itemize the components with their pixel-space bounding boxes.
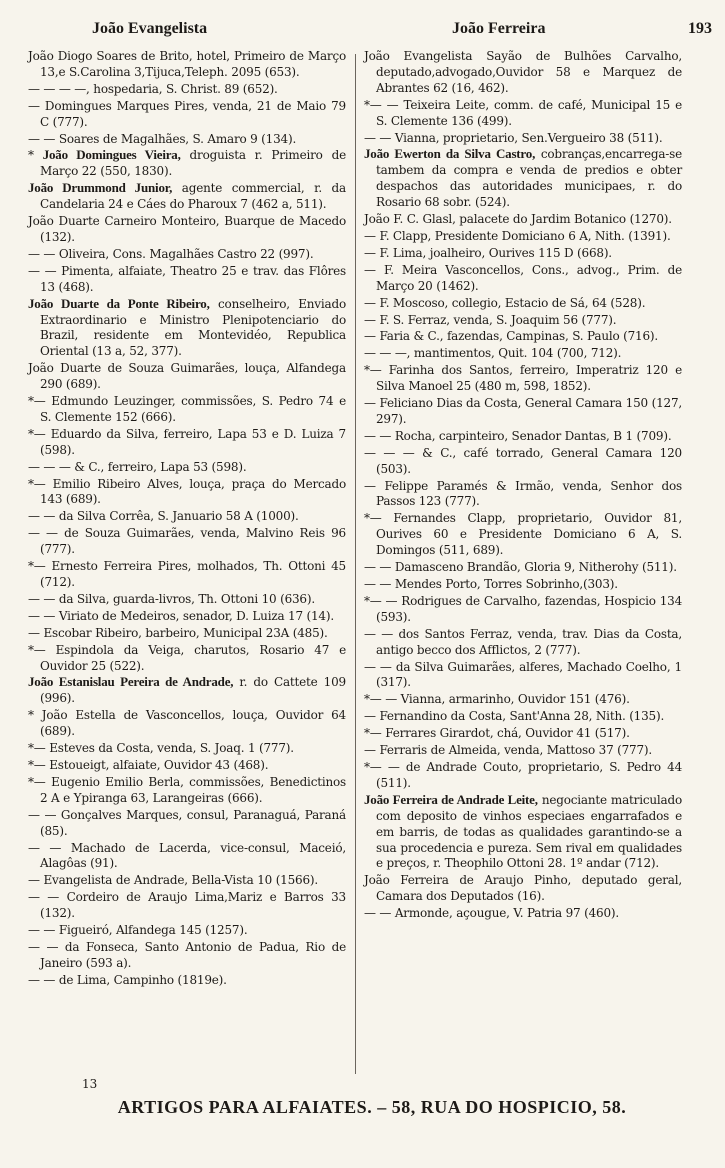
entry-text: F. S. Ferraz, venda, S. Joaquim 56 (777). xyxy=(379,312,617,327)
entry-text: Domingues Marques Pires, venda, 21 de Maio 79 C (777). xyxy=(40,98,346,129)
entry-ditto-mark: — — xyxy=(364,659,392,674)
right-column xyxy=(364,48,682,922)
directory-entry xyxy=(28,246,346,263)
entry-ditto-mark: — xyxy=(364,743,376,758)
entry-ditto-mark: *— — xyxy=(364,759,400,774)
entry-ditto-mark: — — xyxy=(28,526,58,541)
entry-ditto-mark: — xyxy=(28,873,40,888)
entry-text: & C., ferreiro, Lapa 53 (598). xyxy=(74,459,247,474)
directory-entry xyxy=(364,445,682,478)
entry-text: de Souza Guimarães, venda, Malvino Reis 96 (777). xyxy=(40,526,346,557)
directory-entry xyxy=(28,740,346,757)
entry-text: F. Lima, joalheiro, Ourives 115 D (668). xyxy=(379,245,612,260)
column-divider xyxy=(355,54,356,1074)
entry-text: Machado de Lacerda, vice-consul, Maceió, Alagôas (91). xyxy=(40,840,346,871)
entry-ditto-mark: — — xyxy=(28,939,59,954)
entry-ditto-mark: *— — xyxy=(364,593,398,608)
directory-entry xyxy=(364,428,682,445)
entry-text: Viriato de Medeiros, senador, D. Luiza 17 (14). xyxy=(58,608,334,623)
entry-ditto-mark: — xyxy=(364,478,376,493)
entry-ditto-mark: — xyxy=(28,98,40,113)
directory-entry xyxy=(28,558,346,591)
entry-ditto-mark: — — xyxy=(28,807,57,822)
directory-entry xyxy=(364,659,682,692)
entry-ditto-mark: *— xyxy=(28,394,46,409)
directory-entry xyxy=(364,510,682,559)
entry-text: Oliveira, Cons. Magalhães Castro 22 (997). xyxy=(58,246,314,261)
directory-entry xyxy=(28,807,346,840)
entry-text: Figueiró, Alfandega 145 (1257). xyxy=(58,923,248,938)
entry-text: Felippe Paramés & Irmão, venda, Senhor dos Passos 123 (777). xyxy=(376,478,682,509)
directory-entry xyxy=(28,131,346,148)
directory-entry xyxy=(364,211,682,228)
directory-entry xyxy=(28,591,346,608)
entry-text: Teixeira Leite, comm. de café, Municipal 15 e S. Clemente 136 (499). xyxy=(376,97,683,128)
entry-ditto-mark: * xyxy=(28,708,34,723)
entry-ditto-mark: — — xyxy=(28,890,60,905)
entry-ditto-mark: — xyxy=(364,228,376,243)
entry-text: Vianna, proprietario, Sen.Vergueiro 38 (511). xyxy=(394,130,663,145)
entry-text: João Estella de Vasconcellos, louça, Ouvidor 64 (689). xyxy=(40,708,346,739)
entry-ditto-mark: *— xyxy=(28,774,46,789)
directory-entry xyxy=(28,98,346,131)
entry-text: Fernandes Clapp, proprietario, Ouvidor 81, Ourives 60 e Presidente Domiciano 6 A, S. Domingos (511, 689). xyxy=(376,511,682,558)
directory-entry xyxy=(28,972,346,989)
directory-entry xyxy=(364,872,682,905)
entry-text: r. do Cattete 109 (996). xyxy=(40,675,346,706)
directory-entry xyxy=(28,922,346,939)
advertisement-footer: ARTIGOS PARA ALFAIATES. – 58, RUA DO HOSPICIO, 58. xyxy=(117,1097,627,1117)
directory-entry xyxy=(28,213,346,246)
entry-ditto-mark: *— xyxy=(28,426,46,441)
directory-entry xyxy=(28,939,346,972)
entry-text: de Lima, Campinho (1819e). xyxy=(58,972,227,987)
entry-text: F. Moscoso, collegio, Estacio de Sá, 64 (528). xyxy=(379,295,646,310)
entry-bold-name: João Domingues Vieira, xyxy=(42,147,181,163)
directory-entry xyxy=(364,245,682,262)
directory-entry xyxy=(28,625,346,642)
entry-ditto-mark: — xyxy=(364,396,376,411)
directory-entry xyxy=(28,360,346,393)
page-header xyxy=(32,20,712,44)
entry-ditto-mark: — xyxy=(364,262,376,277)
entry-text: F. Meira Vasconcellos, Cons., advog., Prim. de Março 20 (1462). xyxy=(376,262,682,293)
entry-ditto-mark: — xyxy=(364,312,376,327)
entry-ditto-mark: — xyxy=(364,295,376,310)
directory-entry xyxy=(28,872,346,889)
directory-entry xyxy=(28,476,346,509)
entry-ditto-mark: *— xyxy=(364,363,382,378)
directory-entry xyxy=(28,774,346,807)
entry-ditto-mark: — — —, xyxy=(364,346,411,361)
entry-text: Ferrares Girardot, chá, Ouvidor 41 (517). xyxy=(385,726,630,741)
entry-ditto-mark: *— xyxy=(28,757,46,772)
directory-entry xyxy=(364,742,682,759)
entry-text: Edmundo Leuzinger, commissões, S. Pedro 74 e S. Clemente 152 (666). xyxy=(40,394,346,424)
directory-entry xyxy=(364,130,682,147)
entry-ditto-mark: — — xyxy=(28,923,56,938)
entry-bold-name: João Estanislau Pereira de Andrade, xyxy=(28,674,234,690)
directory-entry xyxy=(364,295,682,312)
entry-ditto-mark: *— xyxy=(364,726,382,741)
entry-ditto-mark: — — xyxy=(364,577,392,591)
directory-entry xyxy=(28,180,346,213)
directory-entry xyxy=(28,459,346,476)
entry-ditto-mark: — — xyxy=(364,626,394,641)
entry-text: Espindola da Veiga, charutos, Rosario 47 e Ouvidor 25 (522). xyxy=(40,642,346,673)
entry-ditto-mark: — xyxy=(364,245,376,260)
entry-text: negociante matriculado com deposito de vinhos especiaes engarrafados e em barris, de todas as qualidades garantindo-se a sua procedencia e pureza. Sem rival em qualidades e preços, r. Theophilo Ottoni 28. 1º andar (712). xyxy=(376,792,682,871)
directory-entry xyxy=(364,146,682,211)
entry-text: Rodrigues de Carvalho, fazendas, Hospicio 134 (593). xyxy=(376,593,683,624)
entry-text: da Silva Guimarães, alferes, Machado Coelho, 1 (317). xyxy=(376,659,682,690)
entry-text: de Andrade Couto, proprietario, S. Pedro 44 (511). xyxy=(376,759,683,790)
directory-entry xyxy=(364,328,682,345)
entry-ditto-mark: — — xyxy=(28,509,56,524)
entry-text: Damasceno Brandão, Gloria 9, Nitherohy (511). xyxy=(394,560,677,575)
left-column xyxy=(28,48,346,989)
entry-text: Armonde, açougue, V. Patria 97 (460). xyxy=(394,906,619,921)
entry-text: Ernesto Ferreira Pires, molhados, Th. Ottoni 45 (712). xyxy=(40,559,346,589)
entry-text: Eugenio Emilio Berla, commissões, Benedictinos 2 A e Ypiranga 63, Larangeiras (666). xyxy=(40,774,346,805)
entry-text: Cordeiro de Araujo Lima,Mariz e Barros 33 (132). xyxy=(40,890,346,921)
entry-ditto-mark: — — xyxy=(28,840,62,855)
entry-text: Vianna, armarinho, Ouvidor 151 (476). xyxy=(400,692,630,707)
entry-text: Eduardo da Silva, ferreiro, Lapa 53 e D. Luiza 7 (598). xyxy=(40,426,346,457)
entry-ditto-mark: — — xyxy=(364,130,392,145)
entry-text: Fernandino da Costa, Sant'Anna 28, Nith. (135). xyxy=(379,709,665,724)
entry-ditto-mark: — — — xyxy=(364,445,415,460)
entry-ditto-mark: — — xyxy=(28,131,56,146)
directory-entry xyxy=(364,905,682,922)
entry-bold-name: João Ferreira de Andrade Leite, xyxy=(364,791,538,807)
entry-ditto-mark: — xyxy=(364,329,376,344)
directory-entry xyxy=(28,840,346,873)
entry-ditto-mark: *— xyxy=(28,741,46,756)
directory-entry xyxy=(28,296,346,361)
directory-entry xyxy=(28,393,346,426)
entry-ditto-mark: — — — —, xyxy=(28,81,90,96)
directory-entry xyxy=(364,559,682,576)
entry-text: João Evangelista Sayão de Bulhões Carvalho, deputado,advogado,Ouvidor 58 e Marquez de Abrantes 62 (16, 462). xyxy=(364,49,682,95)
directory-entry xyxy=(364,228,682,245)
entry-text: Estoueigt, alfaiate, Ouvidor 43 (468). xyxy=(49,757,269,772)
entry-ditto-mark: *— — xyxy=(364,97,399,112)
directory-entry xyxy=(364,312,682,329)
entry-text: Soares de Magalhães, S. Amaro 9 (134). xyxy=(58,131,297,146)
directory-entry xyxy=(28,263,346,296)
directory-entry xyxy=(364,478,682,511)
entry-ditto-mark: *— xyxy=(28,476,46,491)
entry-text: Mendes Porto, Torres Sobrinho,(303). xyxy=(394,577,618,591)
directory-entry xyxy=(28,707,346,740)
entry-ditto-mark: *— xyxy=(28,559,46,574)
directory-entry xyxy=(28,426,346,459)
entry-text: Faria & C., fazendas, Campinas, S. Paulo (716). xyxy=(379,329,659,344)
directory-entry xyxy=(364,759,682,792)
entry-text: F. Clapp, Presidente Domiciano 6 A, Nith. (1391). xyxy=(379,228,671,243)
entry-text: João Ferreira de Araujo Pinho, deputado geral, Camara dos Deputados (16). xyxy=(364,873,682,904)
entry-text: agente commercial, r. da Candelaria 24 e Cáes do Pharoux 7 (462 a, 511). xyxy=(40,181,346,212)
directory-entry xyxy=(364,626,682,659)
entry-ditto-mark: — — xyxy=(28,591,56,606)
entry-ditto-mark: *— xyxy=(364,511,382,526)
directory-entry xyxy=(364,792,682,873)
entry-ditto-mark: * xyxy=(28,148,34,163)
header-left-term: João Evangelista xyxy=(92,20,208,37)
entry-text: da Silva Corrêa, S. Januario 58 A (1000). xyxy=(58,509,299,524)
entry-text: João Diogo Soares de Brito, hotel, Primeiro de Março 13,e S.Carolina 3,Tijuca,Teleph. 2095 (653). xyxy=(28,49,346,79)
entry-ditto-mark: *— — xyxy=(364,692,398,707)
directory-entry xyxy=(364,691,682,708)
entry-text: cobranças,encarrega-se tambem da compra e venda de predios e obter despachos das autoridades municipaes, r. do Rosario 68 sobr. (524). xyxy=(376,147,682,210)
entry-text: Esteves da Costa, venda, S. Joaq. 1 (777). xyxy=(49,741,294,756)
entry-ditto-mark: — — — xyxy=(28,459,71,474)
entry-ditto-mark: — — xyxy=(28,263,57,278)
directory-entry xyxy=(28,81,346,98)
entry-text: da Fonseca, Santo Antonio de Padua, Rio de Janeiro (593 a). xyxy=(40,939,347,970)
directory-entry xyxy=(364,362,682,395)
entry-ditto-mark: — xyxy=(364,709,376,724)
entry-bold-name: João Duarte da Ponte Ribeiro, xyxy=(28,295,210,311)
entry-text: João Duarte de Souza Guimarães, louça, Alfandega 290 (689). xyxy=(28,361,346,392)
entry-text: Escobar Ribeiro, barbeiro, Municipal 23A (485). xyxy=(43,625,328,640)
entry-text: droguista r. Primeiro de Março 22 (550, 1830). xyxy=(40,148,346,179)
entry-text: Feliciano Dias da Costa, General Camara 150 (127, 297). xyxy=(376,396,682,426)
entry-text: Ferraris de Almeida, venda, Mattoso 37 (777). xyxy=(379,743,653,758)
entry-ditto-mark: — xyxy=(28,625,40,640)
entry-ditto-mark: — — xyxy=(28,972,56,987)
entry-text: João F. C. Glasl, palacete do Jardim Botanico (1270). xyxy=(364,212,672,227)
signature-mark: 13 xyxy=(82,1077,98,1091)
directory-entry xyxy=(364,97,682,130)
entry-text: João Duarte Carneiro Monteiro, Buarque de Macedo (132). xyxy=(28,214,346,244)
directory-entry xyxy=(364,593,682,626)
entry-bold-name: João Ewerton da Silva Castro, xyxy=(364,146,536,162)
entry-ditto-mark: — — xyxy=(28,608,56,623)
directory-entry xyxy=(28,525,346,558)
entry-text: Evangelista de Andrade, Bella-Vista 10 (1566). xyxy=(43,873,319,888)
entry-ditto-mark: *— xyxy=(28,642,46,657)
directory-entry xyxy=(28,147,346,180)
directory-entry xyxy=(364,262,682,295)
directory-entry xyxy=(364,708,682,725)
directory-entry xyxy=(364,725,682,742)
directory-entry xyxy=(28,508,346,525)
directory-entry xyxy=(28,642,346,675)
entry-text: conselheiro, Enviado Extraordinario e Ministro Plenipotenciario do Brazil, residente em Montevidéo, Republica Oriental (13 a, 52, 377). xyxy=(40,296,346,359)
entry-text: Farinha dos Santos, ferreiro, Imperatriz 120 e Silva Manoel 25 (480 m, 598, 1852). xyxy=(376,363,682,394)
directory-entry xyxy=(364,576,682,593)
directory-entry xyxy=(28,674,346,707)
entry-ditto-mark: — — xyxy=(364,428,392,443)
directory-entry xyxy=(364,345,682,362)
directory-entry xyxy=(364,395,682,428)
entry-text: & C., café torrado, General Camara 120 (503). xyxy=(376,445,682,476)
entry-bold-name: João Drummond Junior, xyxy=(28,180,173,196)
page-number: 193 xyxy=(688,20,712,37)
directory-entry xyxy=(28,757,346,774)
directory-entry xyxy=(28,889,346,922)
entry-text: Emilio Ribeiro Alves, louça, praça do Mercado 143 (689). xyxy=(40,476,346,507)
entry-ditto-mark: — — xyxy=(28,246,56,261)
directory-entry xyxy=(28,608,346,625)
entry-text: dos Santos Ferraz, venda, trav. Dias da Costa, antigo becco dos Afflictos, 2 (777). xyxy=(376,626,683,657)
directory-entry xyxy=(364,48,682,97)
entry-text: da Silva, guarda-livros, Th. Ottoni 10 (636). xyxy=(58,591,315,606)
entry-text: hospedaria, S. Christ. 89 (652). xyxy=(93,81,278,96)
entry-text: Gonçalves Marques, consul, Paranaguá, Paraná (85). xyxy=(40,807,346,838)
entry-text: Rocha, carpinteiro, Senador Dantas, B 1 (709). xyxy=(394,428,672,443)
entry-ditto-mark: — — xyxy=(364,560,392,575)
entry-text: Pimenta, alfaiate, Theatro 25 e trav. das Flôres 13 (468). xyxy=(40,263,346,294)
directory-entry xyxy=(28,48,346,81)
entry-ditto-mark: — — xyxy=(364,906,392,921)
entry-text: mantimentos, Quit. 104 (700, 712). xyxy=(413,346,622,361)
header-right-term: João Ferreira xyxy=(452,20,546,37)
